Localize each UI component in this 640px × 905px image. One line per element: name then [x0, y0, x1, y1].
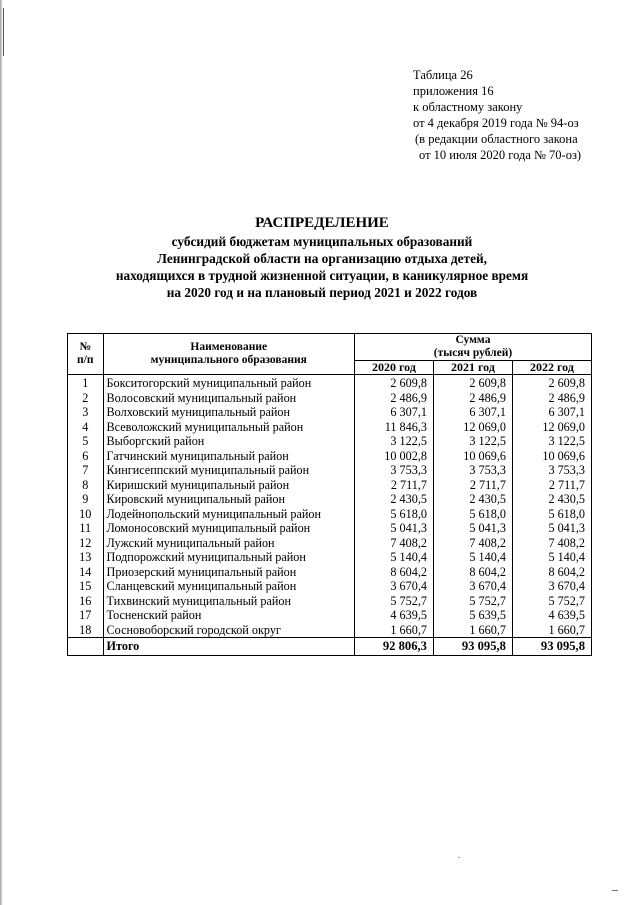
distribution-table — [67, 333, 592, 656]
row-value-2020: 5 752,7 — [354, 594, 433, 609]
row-value-2021: 3 670,4 — [433, 579, 512, 594]
row-value-2020: 2 486,9 — [354, 391, 433, 406]
row-number: 2 — [68, 391, 104, 406]
row-value-2020: 11 846,3 — [354, 420, 433, 435]
header-name-line-2: муниципального образования — [150, 354, 307, 366]
annex-reference — [413, 67, 581, 163]
document-title — [72, 215, 572, 301]
row-value-2022: 3 122,5 — [512, 434, 591, 449]
row-value-2021: 3 753,3 — [433, 463, 512, 478]
row-value-2020: 4 639,5 — [354, 608, 433, 623]
total-row — [68, 638, 592, 656]
row-number: 12 — [68, 536, 104, 551]
row-value-2022: 8 604,2 — [512, 565, 591, 580]
header-number — [68, 334, 104, 375]
total-2022: 93 095,8 — [512, 638, 591, 656]
header-sum-line-2: (тысяч рублей) — [433, 347, 513, 359]
row-number: 4 — [68, 420, 104, 435]
row-municipality: Волосовский муниципальный район — [103, 391, 354, 406]
row-value-2020: 8 604,2 — [354, 565, 433, 580]
row-value-2020: 3 670,4 — [354, 579, 433, 594]
scan-speck — [458, 857, 460, 858]
row-value-2020: 2 430,5 — [354, 492, 433, 507]
row-value-2022: 3 753,3 — [512, 463, 591, 478]
table-row — [68, 478, 592, 493]
table-row — [68, 550, 592, 565]
row-municipality: Сланцевский муниципальный район — [103, 579, 354, 594]
row-value-2022: 12 069,0 — [512, 420, 591, 435]
row-value-2021: 7 408,2 — [433, 536, 512, 551]
header-number-abbr: п/п — [77, 354, 94, 366]
row-value-2020: 2 711,7 — [354, 478, 433, 493]
table-row — [68, 565, 592, 580]
total-2021: 93 095,8 — [433, 638, 512, 656]
row-municipality: Кировский муниципальный район — [103, 492, 354, 507]
row-value-2020: 7 408,2 — [354, 536, 433, 551]
annex-line-edition-date: от 10 июля 2020 года № 70-оз) — [419, 148, 582, 162]
row-number: 6 — [68, 449, 104, 464]
row-municipality: Сосновоборский городской округ — [103, 623, 354, 638]
title-line-3: находящихся в трудной жизненной ситуации, в каникулярное время — [115, 268, 529, 283]
table-row — [68, 492, 592, 507]
row-number: 15 — [68, 579, 104, 594]
row-value-2020: 5 041,3 — [354, 521, 433, 536]
row-number: 1 — [68, 375, 104, 391]
row-number: 10 — [68, 507, 104, 522]
table-row — [68, 391, 592, 406]
title-main: РАСПРЕДЕЛЕНИЕ — [255, 215, 389, 231]
table-row — [68, 434, 592, 449]
title-line-2: Ленинградской области на организацию отдыха детей, — [157, 251, 487, 266]
row-municipality: Киришский муниципальный район — [103, 478, 354, 493]
row-municipality: Лужский муниципальный район — [103, 536, 354, 551]
row-value-2022: 2 430,5 — [512, 492, 591, 507]
row-value-2020: 3 122,5 — [354, 434, 433, 449]
row-value-2021: 5 041,3 — [433, 521, 512, 536]
header-name-line-1: Наименование — [190, 341, 268, 353]
row-value-2021: 10 069,6 — [433, 449, 512, 464]
row-municipality: Кингисеппский муниципальный район — [103, 463, 354, 478]
row-number: 16 — [68, 594, 104, 609]
row-value-2020: 10 002,8 — [354, 449, 433, 464]
row-municipality: Всеволожский муниципальный район — [103, 420, 354, 435]
row-municipality: Лодейнопольский муниципальный район — [103, 507, 354, 522]
row-value-2022: 5 140,4 — [512, 550, 591, 565]
row-value-2022: 2 711,7 — [512, 478, 591, 493]
row-number: 3 — [68, 405, 104, 420]
annex-line-date: от 4 декабря 2019 года № 94-оз — [413, 116, 579, 130]
row-municipality: Гатчинский муниципальный район — [103, 449, 354, 464]
table-row — [68, 463, 592, 478]
row-value-2022: 6 307,1 — [512, 405, 591, 420]
row-municipality: Тосненский район — [103, 608, 354, 623]
row-value-2020: 5 618,0 — [354, 507, 433, 522]
row-number: 11 — [68, 521, 104, 536]
row-value-2021: 2 430,5 — [433, 492, 512, 507]
annex-line-table: Таблица 26 — [413, 68, 473, 82]
header-year-2021: 2021 год — [433, 361, 512, 375]
row-number: 9 — [68, 492, 104, 507]
row-value-2022: 3 670,4 — [512, 579, 591, 594]
row-value-2022: 7 408,2 — [512, 536, 591, 551]
row-municipality: Ломоносовский муниципальный район — [103, 521, 354, 536]
header-sum — [354, 334, 591, 361]
row-value-2022: 1 660,7 — [512, 623, 591, 638]
row-municipality: Приозерский муниципальный район — [103, 565, 354, 580]
row-value-2021: 5 752,7 — [433, 594, 512, 609]
row-value-2021: 2 711,7 — [433, 478, 512, 493]
row-value-2021: 1 660,7 — [433, 623, 512, 638]
row-value-2022: 2 609,8 — [512, 375, 591, 391]
page-scan-edge — [0, 0, 3, 905]
row-number: 5 — [68, 434, 104, 449]
header-sum-line-1: Сумма — [455, 334, 491, 346]
table-row — [68, 623, 592, 638]
row-value-2020: 1 660,7 — [354, 623, 433, 638]
row-municipality: Выборгский район — [103, 434, 354, 449]
row-value-2022: 5 618,0 — [512, 507, 591, 522]
row-value-2022: 5 752,7 — [512, 594, 591, 609]
row-number: 13 — [68, 550, 104, 565]
row-value-2022: 5 041,3 — [512, 521, 591, 536]
total-number-cell — [68, 638, 104, 656]
annex-line-law: к областному закону — [413, 100, 523, 114]
table-row — [68, 375, 592, 391]
annex-line-appendix: приложения 16 — [413, 84, 494, 98]
table-row — [68, 579, 592, 594]
row-value-2020: 6 307,1 — [354, 405, 433, 420]
row-municipality: Подпорожский муниципальный район — [103, 550, 354, 565]
table-row — [68, 507, 592, 522]
row-number: 14 — [68, 565, 104, 580]
row-value-2022: 2 486,9 — [512, 391, 591, 406]
row-value-2021: 2 609,8 — [433, 375, 512, 391]
row-value-2021: 2 486,9 — [433, 391, 512, 406]
title-line-1: субсидий бюджетам муниципальных образований — [171, 234, 473, 249]
total-label: Итого — [103, 638, 354, 656]
row-number: 7 — [68, 463, 104, 478]
table-row — [68, 449, 592, 464]
table-row — [68, 536, 592, 551]
row-value-2020: 5 140,4 — [354, 550, 433, 565]
table-row — [68, 405, 592, 420]
scan-corner-mark — [612, 890, 618, 891]
row-value-2021: 8 604,2 — [433, 565, 512, 580]
header-number-symbol: № — [79, 341, 92, 353]
row-value-2021: 3 122,5 — [433, 434, 512, 449]
row-value-2021: 6 307,1 — [433, 405, 512, 420]
title-line-4: на 2020 год и на плановый период 2021 и 2022 годов — [166, 285, 478, 300]
row-value-2020: 3 753,3 — [354, 463, 433, 478]
table-row — [68, 608, 592, 623]
table-header — [68, 334, 592, 375]
row-number: 17 — [68, 608, 104, 623]
annex-line-edition: (в редакции областного закона — [415, 132, 578, 146]
row-value-2021: 5 618,0 — [433, 507, 512, 522]
table-row — [68, 594, 592, 609]
row-value-2021: 5 140,4 — [433, 550, 512, 565]
row-value-2020: 2 609,8 — [354, 375, 433, 391]
row-municipality: Тихвинский муниципальный район — [103, 594, 354, 609]
row-value-2021: 5 639,5 — [433, 608, 512, 623]
page-edge-mark — [3, 8, 4, 56]
row-value-2022: 10 069,6 — [512, 449, 591, 464]
row-municipality: Бокситогорский муниципальный район — [103, 375, 354, 391]
table-footer — [68, 638, 592, 656]
row-value-2021: 12 069,0 — [433, 420, 512, 435]
row-number: 8 — [68, 478, 104, 493]
header-year-2022: 2022 год — [512, 361, 591, 375]
total-2020: 92 806,3 — [354, 638, 433, 656]
header-year-2020: 2020 год — [354, 361, 433, 375]
row-municipality: Волховский муниципальный район — [103, 405, 354, 420]
table-body — [68, 375, 592, 638]
table-row — [68, 521, 592, 536]
row-value-2022: 4 639,5 — [512, 608, 591, 623]
header-name — [103, 334, 354, 375]
row-number: 18 — [68, 623, 104, 638]
table-row — [68, 420, 592, 435]
